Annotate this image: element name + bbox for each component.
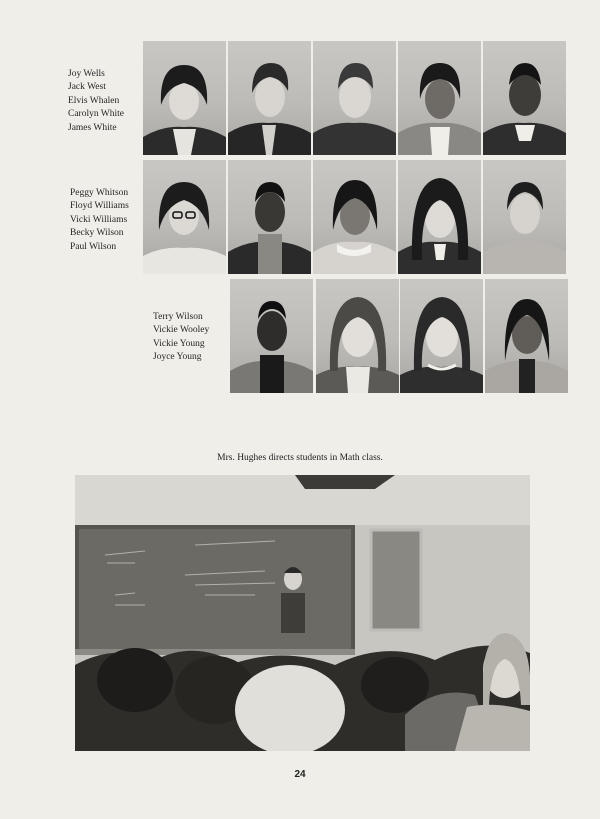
portrait-photo: [398, 160, 481, 274]
portrait-photo: [313, 41, 396, 155]
name-list-row-2: [70, 187, 129, 254]
student-name: Elvis Whalen: [68, 95, 120, 106]
student-name: Becky Wilson: [70, 228, 124, 239]
student-name: Vickie Wooley: [153, 325, 210, 336]
student-name: Terry Wilson: [153, 312, 203, 322]
student-name: Peggy Whitson: [70, 188, 129, 198]
student-name: Vickie Young: [153, 338, 205, 349]
portrait-photo: [316, 279, 399, 393]
portrait-photo: [485, 279, 568, 393]
portrait-photo: [483, 160, 566, 274]
student-name: Joy Wells: [68, 69, 105, 79]
student-name: Jack West: [68, 82, 106, 93]
page-number: 24: [294, 769, 306, 780]
portrait-photo: [228, 41, 311, 155]
portrait-photo: [143, 160, 226, 274]
portrait-photo: [228, 160, 311, 274]
student-name: James White: [68, 122, 117, 133]
portrait-photo: [313, 160, 396, 274]
name-list-row-1: [68, 68, 124, 135]
portrait-photo: [143, 41, 226, 155]
classroom-photo: [75, 475, 530, 751]
student-name: Vicki Williams: [70, 214, 128, 225]
student-name: Carolyn White: [68, 109, 125, 120]
name-list-row-3: [153, 311, 209, 365]
student-name: Joyce Young: [153, 352, 202, 363]
portrait-photo: [398, 41, 481, 155]
photo-caption: Mrs. Hughes directs students in Math class.: [217, 453, 383, 463]
portrait-photo: [483, 41, 566, 155]
portrait-photo: [400, 279, 483, 393]
student-name: Floyd Williams: [70, 201, 129, 212]
portrait-photo: [230, 279, 313, 393]
student-name: Paul Wilson: [70, 241, 117, 252]
